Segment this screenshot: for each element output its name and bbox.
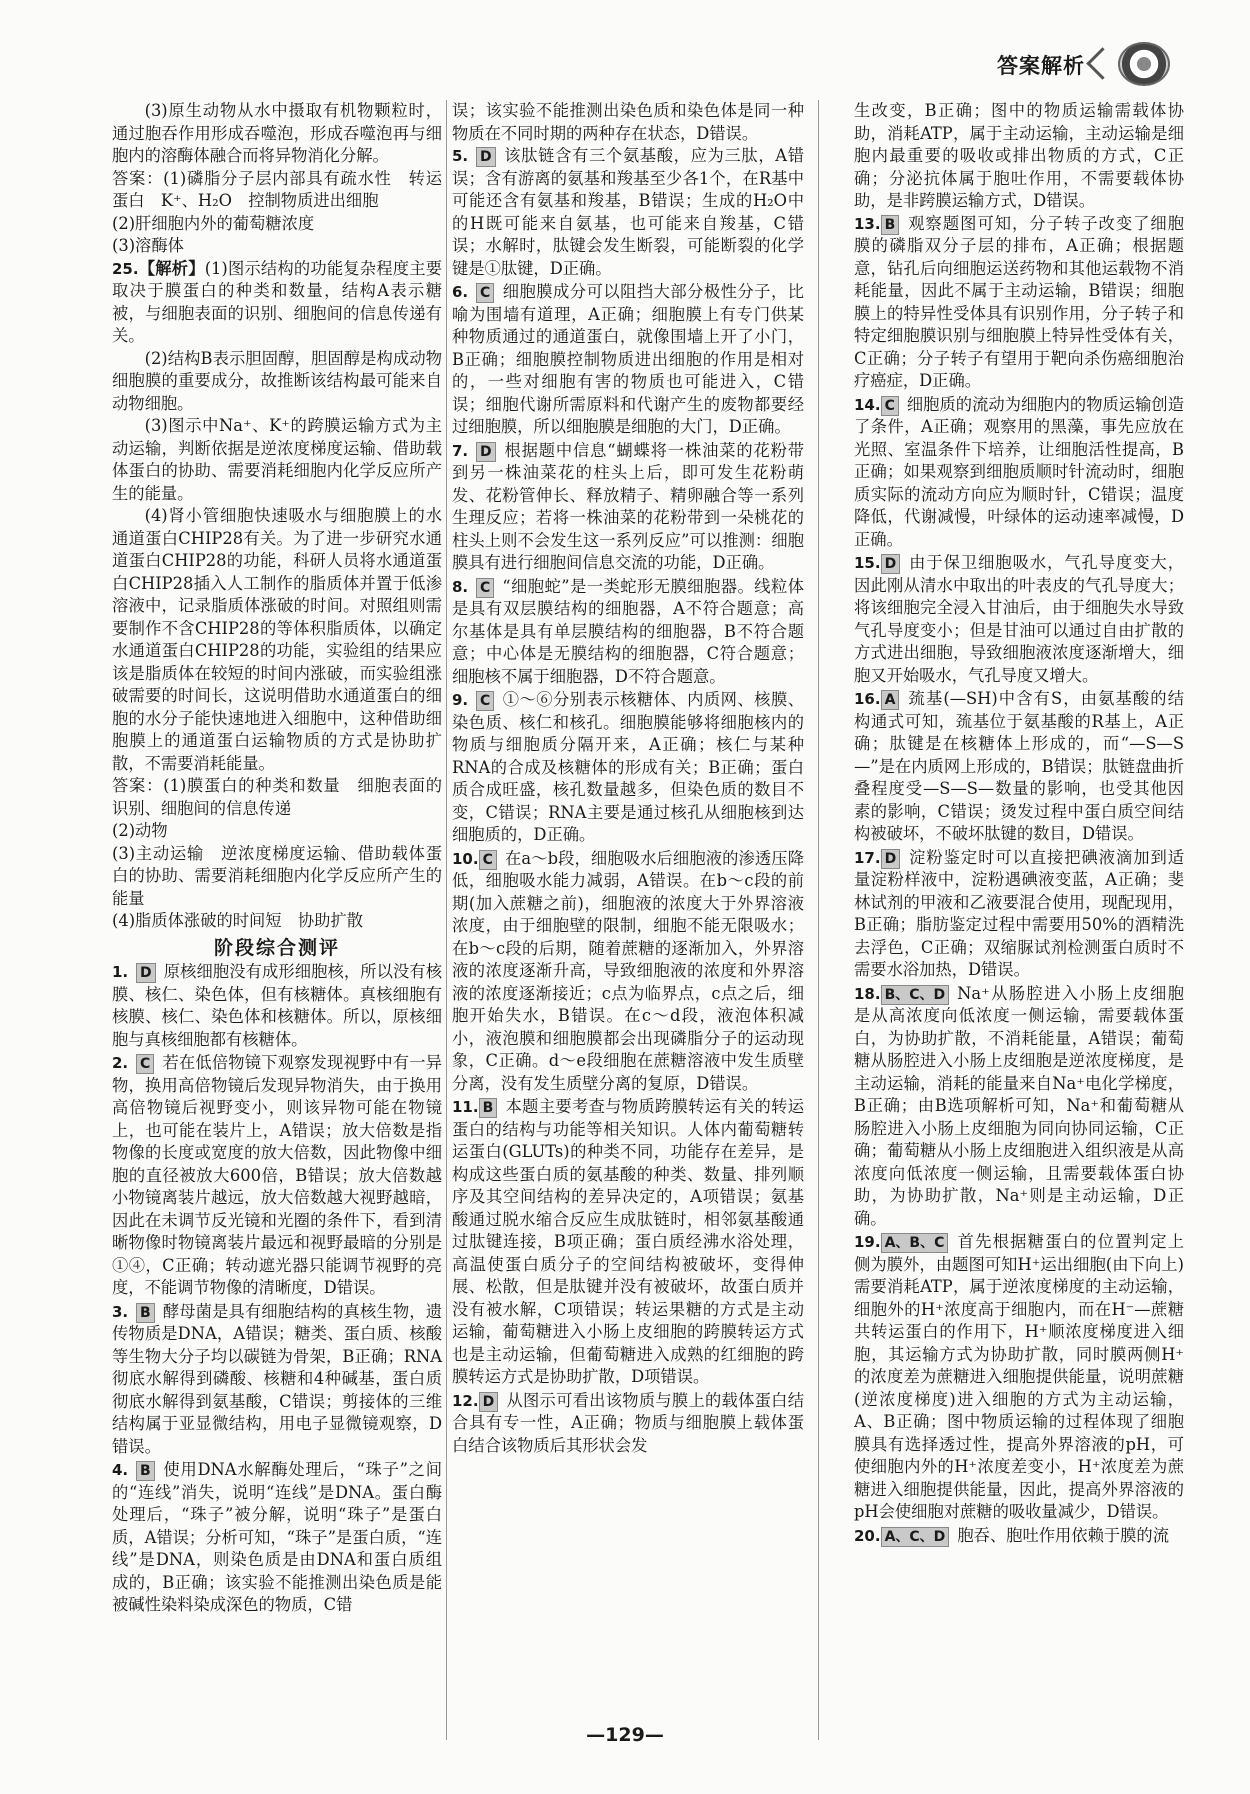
explanation: 淀粉鉴定时可以直接把碘液滴加到适量淀粉样液中，淀粉遇碘液变蓝，A正确；斐林试剂的甲液和乙液要混合使用，现配现用，B正确；脂肪鉴定过程中需要用50%的酒精洗去浮色，C正确；双缩脲试剂检测蛋白质时不需要水浴加热，D错误。 — [854, 847, 1184, 979]
question-7 — [452, 440, 804, 575]
answer-badge: D — [476, 442, 496, 462]
explanation: “细胞蛇”是一类蛇形无膜细胞器。线粒体是具有双层膜结构的细胞器，A不符合题意；高尔基体是具有单层膜结构的细胞器，B不符合题意；中心体是无膜结构的细胞器，C符合题意；细胞核不属于细胞器，D不符合题意。 — [452, 576, 804, 686]
explanation: 从图示可看出该物质与膜上的载体蛋白结合具有专一性，A正确；物质与细胞膜上载体蛋白结合该物质后其形状会发 — [452, 1390, 804, 1455]
question-number: 16. — [854, 690, 881, 708]
paragraph: (1)图示结构的功能复杂程度主要取决于膜蛋白的种类和数量，结构A表示糖被，与细胞表面的识别、细胞间的信息传递有关。 — [112, 258, 442, 345]
answer-line: (2)肝细胞内外的葡萄糖浓度 — [112, 213, 315, 233]
question-18 — [854, 983, 1184, 1231]
paragraph: (2)结构B表示胆固醇，胆固醇是构成动物细胞膜的重要成分，故推断该结构最可能来自动物细胞。 — [112, 348, 442, 413]
question-number: 25. — [112, 259, 139, 278]
answer-line: 答案：(1)膜蛋白的种类和数量 细胞表面的识别、细胞间的信息传递 — [112, 776, 442, 818]
question-13 — [854, 213, 1184, 393]
question-20 — [854, 1525, 1184, 1548]
explanation: 该肽链含有三个氨基酸，应为三肽，A错误；含有游离的氨基和羧基至少各1个，在R基中可能还含有氨基和羧基，B错误；生成的H₂O中的H既可能来自氨基，也可能来自羧基，C错误；水解时，肽键会发生断裂，可能断裂的化学键是①肽键，D正确。 — [452, 146, 804, 278]
explanation: Na⁺从肠腔进入小肠上皮细胞是从高浓度向低浓度一侧运输，需要载体蛋白，为协助扩散，不消耗能量，A错误；葡萄糖从肠腔进入小肠上皮细胞是逆浓度梯度，是主动运输，消耗的能量来自Na⁺电化学梯度，B正确；由B选项解析可知，Na⁺和葡萄糖从肠腔进入小肠上皮细胞为同向协同运输，C正确；葡萄糖从小肠上皮细胞进入组织液是从高浓度向低浓度一侧运输，且需要载体蛋白协助，为协助扩散，Na⁺则是主动运输，D正确。 — [854, 983, 1184, 1228]
question-16 — [854, 688, 1184, 846]
question-number: 13. — [854, 214, 881, 233]
eye-logo-icon — [1118, 42, 1170, 86]
explanation: 根据题中信息“蝴蝶将一株油菜的花粉带到另一株油菜花的柱头上后，即可发生花粉萌发、花粉管伸长、释放精子、精卵融合等一系列生理反应；若将一株油菜的花粉带到一朵桃花的柱头上则不会发生这一系列反应”可以推测：细胞膜具有进行细胞间信息交流的功能，D正确。 — [452, 440, 804, 572]
question-number: 15. — [854, 554, 881, 572]
paragraph: 生改变，B正确；图中的物质运输需载体协助，消耗ATP，属于主动运输，主动运输是细胞内最重要的吸收或排出物质的方式，C正确；分泌抗体属于胞吐作用，不需要载体协助，是非跨膜运输方式，D错误。 — [854, 101, 1184, 210]
question-number: 4. — [112, 1461, 129, 1479]
question-number: 3. — [112, 1302, 129, 1321]
question-10 — [452, 848, 804, 1096]
answer-badge: C — [476, 283, 494, 303]
answer-badge: C — [136, 1054, 154, 1074]
explanation: 观察题图可知，分子转子改变了细胞膜的磷脂双分子层的排布，A正确；根据题意，钻孔后向细胞运送药物和其他运载物不消耗能量，因此不属于主动运输，B错误；细胞膜上的特异性受体具有识别作用，分子转子和特定细胞膜识别与细胞膜上特异性受体有关，C正确；分子转子有望用于靶向杀伤癌细胞治疗癌症，D正确。 — [854, 213, 1184, 390]
question-number: 10. — [452, 849, 479, 868]
answer-badge: C — [476, 578, 494, 598]
answer-badge: D — [881, 554, 901, 574]
explanation: 原核细胞没有成形细胞核，所以没有核膜、核仁、染色体，但有核糖体。真核细胞有核膜、核仁、染色体和核糖体。所以，原核细胞与真核细胞都有核糖体。 — [112, 962, 442, 1049]
question-number: 5. — [452, 147, 469, 165]
answer-line: (3)溶酶体 — [112, 236, 184, 255]
question-3 — [112, 1301, 442, 1459]
question-number: 12. — [452, 1391, 479, 1410]
question-number: 14. — [854, 395, 881, 414]
section-title: 阶段综合测评 — [213, 936, 340, 959]
answer-badge: B — [479, 1098, 498, 1118]
answer-badge: D — [476, 147, 496, 167]
question-25 — [112, 258, 442, 348]
question-number: 11. — [452, 1098, 479, 1116]
answer-line: 答案：(1)磷脂分子层内部具有疏水性 转运蛋白 K⁺、H₂O 控制物质进出细胞 — [112, 168, 442, 210]
explanation: 在a～b段，细胞吸水后细胞液的渗透压降低，细胞吸水能力减弱，A错误。在b～c段的前期(加入蔗糖之前)，细胞液的浓度大于外界溶液浓度，由于细胞壁的限制，细胞不能无限吸水；在b～c段的后期，随着蔗糖的逐渐加入，外界溶液的浓度逐渐升高，导致细胞液的浓度和外界溶液的浓度逐渐接近；c点为临界点，c点之后，细胞开始失水，B错误。在c～d段，液泡体积减小，液泡膜和细胞膜都会出现磷脂分子的运动现象，C正确。d～e段细胞在蔗糖溶液中发生质壁分离，没有发生质壁分离的复原，D错误。 — [452, 848, 804, 1093]
answer-badge: B、C、D — [881, 985, 950, 1005]
answer-badge: D — [479, 1392, 499, 1412]
paragraph: 误；该实验不能推测出染色质和染色体是同一种物质在不同时期的两种存在状态，D错误。 — [452, 101, 804, 143]
question-11 — [452, 1096, 804, 1389]
paragraph: (3)原生动物从水中摄取有机物颗粒时，通过胞吞作用形成吞噬泡，形成吞噬泡再与细胞内的溶酶体融合而将异物消化分解。 — [112, 101, 442, 165]
answer-badge: A、B、C — [881, 1233, 949, 1253]
explanation: 胞吞、胞吐作用依赖于膜的流 — [957, 1525, 1169, 1545]
question-number: 9. — [452, 691, 469, 709]
explanation: 细胞质的流动为细胞内的物质运输创造了条件，A正确；观察用的黑藻，事先应放在光照、室温条件下培养，让细胞活性提高，B正确；如果观察到细胞质顺时针流动时，细胞质实际的流动方向应为顺时针，C错误；温度降低，代谢减慢，叶绿体的运动速率减慢，D正确。 — [854, 394, 1184, 549]
question-5 — [452, 145, 804, 280]
explanation: 巯基(—SH)中含有S，由氨基酸的结构通式可知，巯基位于氨基酸的R基上，A正确；肽键是在核糖体上形成的，而“—S—S—”是在内质网上形成的，B错误；肽链盘曲折叠程度受—S—S—数量的影响，也受其他因素的影响，C错误；烫发过程中蛋白质空间结构被破坏，不破坏肽键的数目，D错误。 — [854, 689, 1184, 843]
question-1 — [112, 961, 442, 1051]
explanation: 若在低倍物镜下观察发现视野中有一异物，换用高倍物镜后发现异物消失，由于换用高倍物镜后视野变小，则该异物可能在物镜上，也可能在装片上，A错误；放大倍数是指物像的长度或宽度的放大倍数，因此物像中细胞的直径被放大600倍，B错误；放大倍数越小物镜离装片越远，放大倍数越大视野越暗，因此在未调节反光镜和光圈的条件下，看到清晰物像时物镜离装片最远和视野最暗的分别是①④，C正确；转动遮光器只能调节视野的亮度，不能调节物像的清晰度，D错误。 — [112, 1053, 442, 1297]
column-left — [112, 100, 442, 1618]
column-divider — [818, 100, 819, 1740]
question-number: 2. — [112, 1054, 129, 1072]
explanation: 细胞膜成分可以阻挡大部分极性分子，比喻为围墙有道理，A正确；细胞膜上有专门供某种物质通过的通道蛋白，就像围墙上开了小门，B正确；细胞膜控制物质进出细胞的作用是相对的，一些对细胞有害的物质也可能进入，C错误；细胞代谢所需原料和代谢产生的废物都要经过细胞膜，所以细胞膜是细胞的大门，D正确。 — [452, 282, 804, 436]
question-2 — [112, 1052, 442, 1300]
answer-badge: C — [476, 691, 494, 711]
answer-badge: A — [881, 690, 900, 710]
question-6 — [452, 281, 804, 439]
question-number: 17. — [854, 848, 881, 867]
explanation: 酵母菌是具有细胞结构的真核生物，遗传物质是DNA，A错误；糖类、蛋白质、核酸等生物大分子均以碳链为骨架，B正确；RNA彻底水解得到磷酸、核糖和4种碱基，蛋白质彻底水解得到氨基酸，C错误；剪接体的三维结构属于亚显微结构，用电子显微镜观察，D错误。 — [112, 1301, 442, 1456]
question-number: 7. — [452, 441, 469, 460]
paragraph: (3)图示中Na⁺、K⁺的跨膜运输方式为主动运输，判断依据是逆浓度梯度运输、借助载体蛋白的协助、需要消耗细胞内化学反应所产生的能量。 — [112, 416, 442, 503]
answer-badge: A、C、D — [881, 1527, 950, 1547]
question-14 — [854, 394, 1184, 552]
column-divider — [446, 100, 447, 1740]
column-middle — [452, 100, 804, 1458]
explanation: 使用DNA水解酶处理后，“珠子”之间的“连线”消失，说明“连线”是DNA。蛋白酶处理后，“珠子”被分解，说明“珠子”是蛋白质，A错误；分析可知，“珠子”是蛋白质，“连线”是DNA，则染色质是由DNA和蛋白质组成的，B正确；该实验不能推测出染色质是能被碱性染料染成深色的物质，C错 — [112, 1460, 442, 1614]
analysis-tag: 【解析】 — [138, 258, 205, 278]
explanation: 首先根据糖蛋白的位置判定上侧为膜外，由题图可知H⁺运出细胞(由下向上)需要消耗ATP，属于逆浓度梯度的主动运输，细胞外的H⁺浓度高于细胞内，而在H⁻—蔗糖共转运蛋白的作用下，H⁺顺浓度梯度进入细胞，其运输方式为协助扩散，同时膜两侧H⁺的浓度差为蔗糖进入细胞提供能量，说明蔗糖(逆浓度梯度)进入细胞的方式为主动运输，A、B正确；图中物质运输的过程体现了细胞膜具有选择透过性，提高外界溶液的pH，可使细胞内外的H⁺浓度差变小，H⁺浓度差为蔗糖进入细胞提供能量，因此，提高外界溶液的pH会使细胞对蔗糖的吸收量减少，D错误。 — [854, 1232, 1184, 1521]
explanation: 本题主要考查与物质跨膜转运有关的转运蛋白的结构与功能等相关知识。人体内葡萄糖转运蛋白(GLUTs)的种类不同，功能存在差异，是构成这些蛋白质的氨基酸的种类、数量、排列顺序及其空间结构的差异决定的，A项错误；氨基酸通过脱水缩合反应生成肽链时，相邻氨基酸通过肽键连接，B项正确；蛋白质经沸水浴处理，高温使蛋白质分子的空间结构被破坏，变得伸展、松散，但是肽键并没有被破坏，故蛋白质并没有被水解，C项错误；转运果糖的方式是主动运输，葡萄糖进入小肠上皮细胞的跨膜转运方式也是主动运输，但葡萄糖进入成熟的红细胞的跨膜转运方式是协助扩散，D项错误。 — [452, 1097, 804, 1386]
question-number: 8. — [452, 577, 469, 596]
answer-badge: B — [136, 1461, 155, 1481]
answer-badge: C — [881, 396, 899, 416]
column-right — [854, 100, 1184, 1548]
question-9 — [452, 689, 804, 847]
section-heading: 答案解析 — [997, 54, 1085, 78]
answer-badge: D — [881, 849, 901, 869]
answer-line: (2)动物 — [112, 821, 168, 840]
question-19 — [854, 1231, 1184, 1524]
question-number: 19. — [854, 1233, 881, 1251]
answer-badge: B — [136, 1303, 155, 1323]
answer-badge: C — [479, 850, 497, 870]
question-number: 20. — [854, 1526, 881, 1545]
page-number: —129— — [586, 1724, 664, 1746]
chevron-left-icon — [1086, 47, 1119, 80]
paragraph: (4)肾小管细胞快速吸水与细胞膜上的水通道蛋白CHIP28有关。为了进一步研究水通道蛋白CHIP28的功能，科研人员将水通道蛋白CHIP28插入人工制作的脂质体并置于低渗溶液中，记录脂质体涨破的时间。对照组则需要制作不含CHIP28的等体积脂质体，以确定水通道蛋白CHIP28的功能，实验组的结果应该是脂质体在较短的时间内涨破，而实验组涨破需要的时间长，这说明借助水通道蛋白的细胞的水分子能快速地进入细胞中，这种借助细胞膜上的通道蛋白运输物质的方式是协助扩散，不需要消耗能量。 — [112, 506, 442, 773]
question-15 — [854, 552, 1184, 687]
answer-badge: B — [881, 215, 900, 235]
question-12 — [452, 1390, 804, 1458]
question-number: 18. — [854, 984, 881, 1003]
explanation: ①～⑥分别表示核糖体、内质网、核膜、染色质、核仁和核孔。细胞膜能够将细胞核内的物质与细胞质分隔开来，A正确；核仁与某种RNA的合成及核糖体的形成有关；B正确；蛋白质合成旺盛，核孔数量越多，但染色质的数目不变，C错误；RNA主要是通过核孔从细胞核到达细胞质的，D正确。 — [452, 690, 804, 844]
explanation: 由于保卫细胞吸水，气孔导度变大，因此刚从清水中取出的叶表皮的气孔导度大；将该细胞完全浸入甘油后，由于细胞失水导致气孔导度变小；但是甘油可以通过自由扩散的方式进出细胞，导致细胞液浓度逐渐增大，细胞又开始吸水，气孔导度又增大。 — [854, 553, 1184, 685]
answer-line: (3)主动运输 逆浓度梯度运输、借助载体蛋白的协助、需要消耗细胞内化学反应所产生的能量 — [112, 843, 442, 908]
question-4 — [112, 1459, 442, 1617]
question-17 — [854, 847, 1184, 982]
page-header — [960, 40, 1180, 88]
answer-line: (4)脂质体涨破的时间短 协助扩散 — [112, 911, 364, 930]
question-8 — [452, 576, 804, 689]
answer-badge: D — [136, 963, 156, 983]
question-number: 1. — [112, 963, 129, 981]
question-number: 6. — [452, 283, 469, 301]
